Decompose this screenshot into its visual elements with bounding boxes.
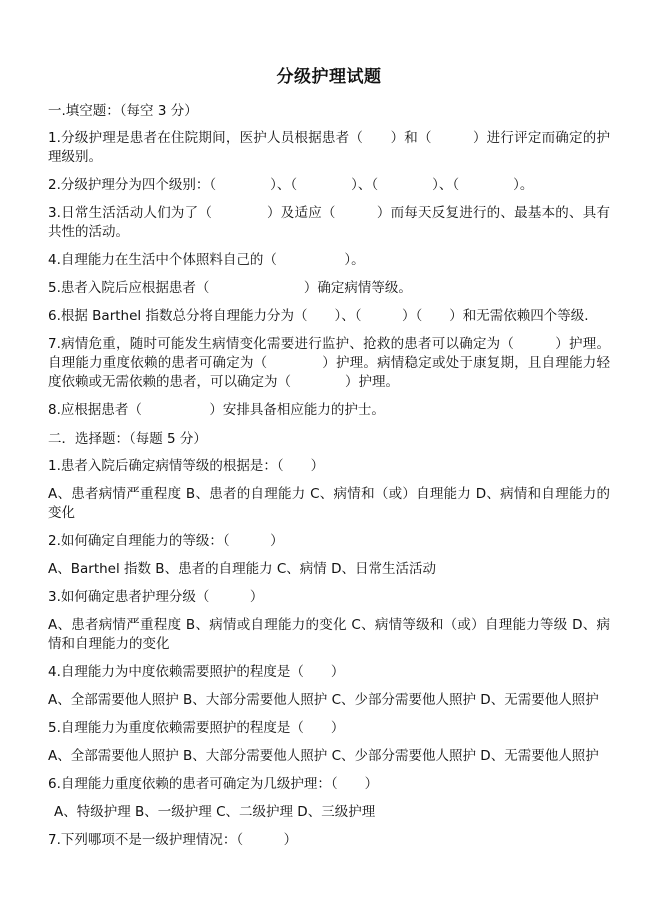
choice-question: 4.自理能力为中度依赖需要照护的程度是（ ）	[48, 664, 345, 680]
fill-blank-question: 7.病情危重，随时可能发生病情变化需要进行监护、抢救的患者可以确定为（ ）护理。自理能力重度依赖的患者可确定为（ ）护理。病情稳定或处于康复期，且自理能力轻度依赖或无需依赖的患者，可以确定为（ ）护理。	[48, 336, 610, 390]
choice-options: A、患者病情严重程度 B、病情或自理能力的变化 C、病情等级和（或）自理能力等级 D、病情和自理能力的变化	[48, 617, 610, 652]
section-choice-heading: 二．选择题：（每题 5 分）	[48, 431, 207, 447]
choice-options: A、全部需要他人照护 B、大部分需要他人照护 C、少部分需要他人照护 D、无需要他人照护	[48, 748, 599, 764]
choice-question: 1.患者入院后确定病情等级的根据是：（ ）	[48, 458, 325, 474]
choice-options: A、特级护理 B、一级护理 C、二级护理 D、三级护理	[54, 804, 376, 820]
choice-question: 7.下列哪项不是一级护理情况：（ ）	[48, 832, 298, 848]
choice-question: 3.如何确定患者护理分级（ ）	[48, 589, 264, 605]
fill-blank-question: 8.应根据患者（ ）安排具备相应能力的护士。	[48, 402, 385, 418]
fill-blank-question: 2.分级护理分为四个级别：（ ）、（ ）、（ ）、（ ）。	[48, 177, 534, 193]
page-title: 分级护理试题	[276, 67, 382, 87]
choice-question: 5.自理能力为重度依赖需要照护的程度是（ ）	[48, 720, 345, 736]
choice-options: A、患者病情严重程度 B、患者的自理能力 C、病情和（或）自理能力 D、病情和自理能力的变化	[48, 486, 610, 521]
choice-options: A、Barthel 指数 B、患者的自理能力 C、病情 D、日常生活活动	[48, 561, 436, 577]
fill-blank-question: 4.自理能力在生活中个体照料自己的（ ）。	[48, 252, 365, 268]
fill-blank-question: 1.分级护理是患者在住院期间，医护人员根据患者（ ）和（ ）进行评定而确定的护理级别。	[48, 130, 610, 165]
fill-blank-question: 5.患者入院后应根据患者（ ）确定病情等级。	[48, 280, 412, 296]
choice-question: 6.自理能力重度依赖的患者可确定为几级护理：（ ）	[48, 776, 379, 792]
section-fill-blank-heading: 一.填空题：（每空 3 分）	[48, 103, 198, 119]
fill-blank-question: 6.根据 Barthel 指数总分将自理能力分为（ ）、（ ）（ ）和无需依赖四个等级.	[48, 308, 589, 324]
fill-blank-question: 3.日常生活活动人们为了（ ）及适应（ ）而每天反复进行的、最基本的、具有共性的活动。	[48, 205, 610, 240]
choice-options: A、全部需要他人照护 B、大部分需要他人照护 C、少部分需要他人照护 D、无需要他人照护	[48, 692, 599, 708]
choice-question: 2.如何确定自理能力的等级：（ ）	[48, 533, 284, 549]
